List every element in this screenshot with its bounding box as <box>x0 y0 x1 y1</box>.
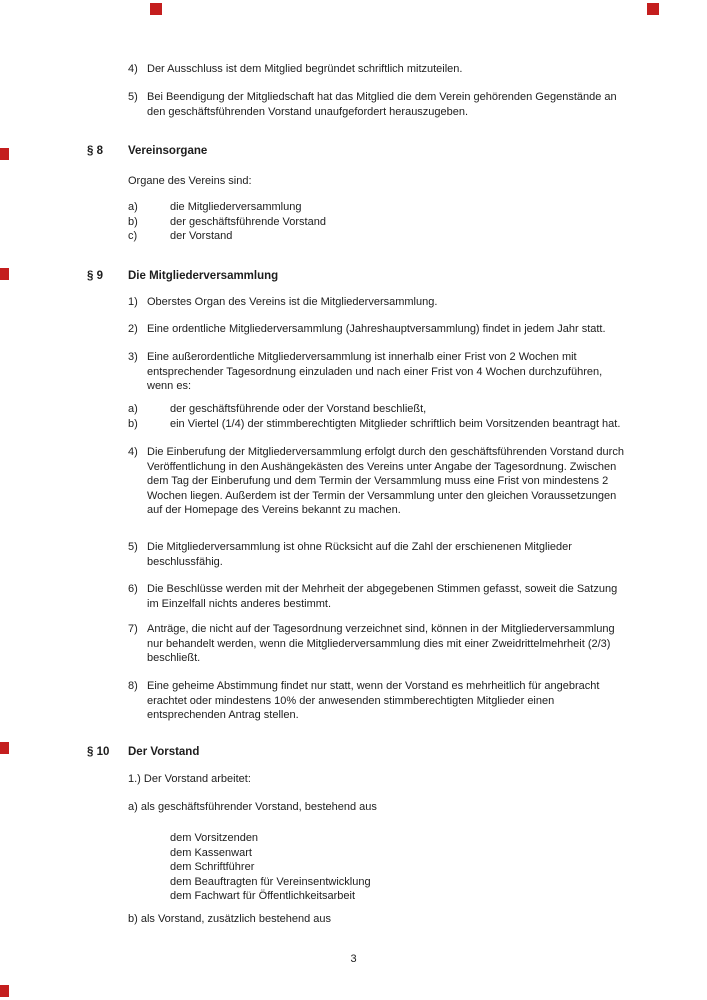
text-line: Der Ausschluss ist dem Mitglied begründet schriftlich mitzuteilen. <box>147 63 463 75</box>
text-line: Eine außerordentliche Mitgliederversammlung ist innerhalb einer Frist von 2 Wochen mit <box>147 351 577 363</box>
item-text <box>147 62 462 77</box>
text-line: die Mitgliederversammlung <box>170 201 302 213</box>
paragraph-ref: § 10 <box>87 746 110 758</box>
text-line: dem Schriftführer <box>170 861 255 873</box>
text-line: erachtet oder mindestens 10% der anwesenden stimmberechtigten Mitglieder einen <box>147 694 555 707</box>
text-line: der Vorstand <box>170 230 233 242</box>
vorstand-line-a: a) als geschäftsführender Vorstand, bestehend aus <box>128 801 377 813</box>
text-line: Wochen liegen. Außerdem ist der Termin der Versammlung unter den gleichen Voraussetzungen <box>147 489 617 502</box>
text-line: im Einzelfall nichts anderes bestimmt. <box>147 597 332 610</box>
item-text <box>147 295 437 310</box>
text-line: nur behandelt werden, wenn die Mitgliederversammlung dies mit einer Zweidrittelmehrheit (2/3) <box>147 637 611 650</box>
list-item <box>128 215 326 230</box>
organ-list <box>128 200 326 244</box>
text-line: dem Vorsitzenden <box>170 832 259 844</box>
item-key: a) <box>128 201 138 213</box>
text-line: entsprechenden Antrag stellen. <box>147 709 299 721</box>
vorstand-line-1: 1.) Der Vorstand arbeitet: <box>128 773 251 785</box>
item-key: b) <box>128 417 138 430</box>
text-line: dem Kassenwart <box>170 846 252 859</box>
item-number: 4) <box>128 63 138 75</box>
text-line: beschließt. <box>147 652 201 664</box>
paragraph-title: Vereinsorgane <box>128 145 208 157</box>
text-line: auf der Homepage des Vereins bekannt zu machen. <box>147 504 401 516</box>
item-text <box>147 622 615 666</box>
list-item <box>128 229 326 244</box>
list-item <box>128 445 624 518</box>
text-line: Eine geheime Abstimmung findet nur statt, wenn der Vorstand es mehrheitlich für angebracht <box>147 680 600 692</box>
text-line: dem Beauftragten für Vereinsentwicklung <box>170 875 371 888</box>
item-text <box>147 540 572 569</box>
list-item <box>128 295 437 310</box>
paragraph-ref: § 8 <box>87 145 103 157</box>
condition-list <box>128 402 620 431</box>
item-number: 2) <box>128 323 138 335</box>
section-intro: Organe des Vereins sind: <box>128 175 252 187</box>
list-item <box>128 62 462 77</box>
list-item <box>128 540 572 569</box>
item-key: c) <box>128 230 138 242</box>
text-line: der geschäftsführende oder der Vorstand beschließt, <box>170 403 427 415</box>
text-line: der geschäftsführende Vorstand <box>170 215 326 228</box>
item-text <box>147 322 606 337</box>
section-heading-s8 <box>87 144 207 159</box>
text-line: wenn es: <box>147 380 192 392</box>
list-item <box>128 679 599 723</box>
text-line: Bei Beendigung der Mitgliedschaft hat das Mitglied die dem Verein gehörenden Gegenstände an <box>147 91 617 103</box>
red-edge-mark <box>0 985 9 997</box>
item-number: 8) <box>128 680 138 692</box>
item-text <box>147 679 599 723</box>
text-line: dem Tag der Einberufung und dem Termin der Versammlung muss eine Frist von mindestens 2 <box>147 475 609 487</box>
item-number: 6) <box>128 583 138 595</box>
paragraph-title: Die Mitgliederversammlung <box>128 270 279 282</box>
text-line: Die Einberufung der Mitgliederversammlung erfolgt durch den geschäftsführenden Vorstand durch <box>147 446 624 458</box>
vorstand-line-b: b) als Vorstand, zusätzlich bestehend aus <box>128 913 332 925</box>
item-number: 5) <box>128 541 138 553</box>
text-line: Anträge, die nicht auf der Tagesordnung verzeichnet sind, können in der Mitgliederversammlung <box>147 623 615 635</box>
paragraph-title: Der Vorstand <box>128 746 200 758</box>
red-edge-mark <box>0 148 9 160</box>
item-text <box>147 582 617 611</box>
item-number: 5) <box>128 91 138 103</box>
text-line: entsprechender Tagesordnung einzuladen und nach einer Frist von 4 Wochen durchzuführen, <box>147 365 603 378</box>
list-item <box>128 582 617 611</box>
section-heading-s9 <box>87 269 278 284</box>
text-line: Eine ordentliche Mitgliederversammlung (Jahreshauptversammlung) findet in jedem Jahr statt. <box>147 323 606 335</box>
text-line: Veröffentlichung in den Aushängekästen des Vereins unter Angabe der Tagesordnung. Zwischen <box>147 460 617 473</box>
paragraph-ref: § 9 <box>87 270 103 282</box>
red-edge-mark <box>647 3 659 15</box>
text-line: dem Fachwart für Öffentlichkeitsarbeit <box>170 890 356 902</box>
red-edge-mark <box>150 3 162 15</box>
vorstand-member-list <box>170 831 371 904</box>
list-item <box>128 402 620 417</box>
red-edge-mark <box>0 268 9 280</box>
list-item <box>128 622 615 666</box>
list-item <box>128 90 617 119</box>
item-text <box>147 350 602 394</box>
item-text <box>147 90 617 119</box>
text-line: den geschäftsführenden Vorstand unaufgefordert herauszugeben. <box>147 105 469 118</box>
item-number: 1) <box>128 296 138 308</box>
page-number: 3 <box>350 953 357 965</box>
text-line: beschlussfähig. <box>147 555 223 568</box>
item-text <box>147 445 624 518</box>
text-line: ein Viertel (1/4) der stimmberechtigten Mitglieder schriftlich beim Vorsitzenden beantragt hat. <box>170 417 621 430</box>
list-item <box>128 417 620 432</box>
section-heading-s10 <box>87 745 199 760</box>
list-item <box>128 200 326 215</box>
text-line: Die Beschlüsse werden mit der Mehrheit der abgegebenen Stimmen gefasst, soweit die Satzung <box>147 583 618 595</box>
item-key: a) <box>128 403 138 415</box>
text-line: Die Mitgliederversammlung ist ohne Rücksicht auf die Zahl der erschienenen Mitglieder <box>147 541 572 553</box>
list-item <box>128 322 606 337</box>
item-number: 3) <box>128 351 138 363</box>
red-edge-mark <box>0 742 9 754</box>
item-number: 4) <box>128 446 138 458</box>
item-key: b) <box>128 215 138 228</box>
list-item <box>128 350 602 394</box>
text-line: Oberstes Organ des Vereins ist die Mitgliederversammlung. <box>147 296 438 308</box>
item-number: 7) <box>128 623 138 635</box>
